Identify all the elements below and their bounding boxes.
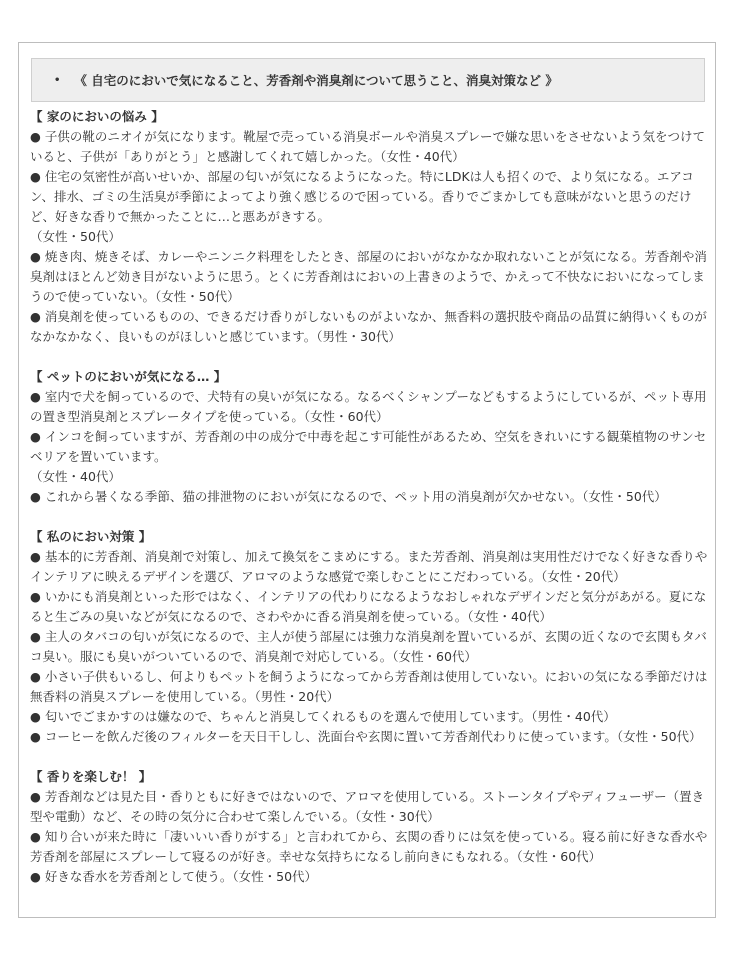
headline-bullet: • — [54, 74, 61, 86]
headline-text: 《 自宅のにおいで気になること、芳香剤や消臭剤について思うこと、消臭対策など 》 — [74, 73, 558, 88]
section-heading: 【 私のにおい対策 】 — [30, 529, 152, 544]
comment-item: ● インコを飼っていますが、芳香剤の中の成分で中毒を起こす可能性があるため、空気をきれいにする観葉植物のサンセベリアを置いています。 — [30, 429, 707, 464]
comment-item: ● 焼き肉、焼きそば、カレーやニンニク料理をしたとき、部屋のにおいがなかなか取れないことが気になる。芳香剤や消臭剤はほとんど効き目がないように思う。とくに芳香剤はにおいの上書きのようで、かえって不快なにおいになってしまうので使っていない。（女性・50代） — [30, 249, 707, 304]
section-spacer — [30, 347, 710, 367]
article-frame — [18, 42, 716, 918]
section-heading: 【 香りを楽しむ！ 】 — [30, 769, 152, 784]
comment-item: ● コーヒーを飲んだ後のフィルターを天日干しし、洗面台や玄関に置いて芳香剤代わりに使っています。（女性・50代） — [30, 729, 702, 744]
comment-item: ● 好きな香水を芳香剤として使う。（女性・50代） — [30, 869, 318, 884]
comment-item: （女性・40代） — [30, 469, 121, 484]
comment-item: ● 芳香剤などは見た目・香りともに好きではないので、アロマを使用している。ストーンタイプやディフューザー（置き型や電動）など、その時の気分に合わせて楽しんでいる。（女性・30代） — [30, 789, 705, 824]
section-heading: 【 家のにおいの悩み 】 — [30, 109, 164, 124]
comment-item: ● 室内で犬を飼っているので、犬特有の臭いが気になる。なるべくシャンプーなどもするようにしているが、ペット専用の置き型消臭剤とスプレータイプを使っている。（女性・60代） — [30, 389, 707, 424]
comment-item: ● 主人のタバコの匂いが気になるので、主人が使う部屋には強力な消臭剤を置いているが、玄関の近くなので玄関もタバコ臭い。服にも臭いがついているので、消臭剤で対応している。（女性・60代） — [30, 629, 707, 664]
article-content — [30, 107, 710, 887]
comment-item: ● 匂いでごまかすのは嫌なので、ちゃんと消臭してくれるものを選んで使用しています。（男性・40代） — [30, 709, 616, 724]
comment-item: ● 小さい子供もいるし、何よりもペットを飼うようになってから芳香剤は使用していない。においの気になる季節だけは無香料の消臭スプレーを使用している。（男性・20代） — [30, 669, 708, 704]
comment-item: ● 住宅の気密性が高いせいか、部屋の匂いが気になるようになった。特にLDKは人も招くので、より気になる。エアコン、排水、ゴミの生活臭が季節によってより強く感じるので困っている。香りでごまかしても意味がないと思うのだけど、好きな香りで無かったことに…と悪あがきする。 — [30, 169, 694, 224]
headline-box — [31, 58, 705, 102]
comment-item: ● いかにも消臭剤といった形ではなく、インテリアの代わりになるようなおしゃれなデザインだと気分があがる。夏になると生ごみの臭いなどが気になるので、さわやかに香る消臭剤を使っている。（女性・40代） — [30, 589, 707, 624]
comment-item: ● 基本的に芳香剤、消臭剤で対策し、加えて換気をこまめにする。また芳香剤、消臭剤は実用性だけでなく好きな香りやインテリアに映えるデザインを選び、アロマのような感覚で楽しむことにこだわっている。（女性・20代） — [30, 549, 708, 584]
comment-item: （女性・50代） — [30, 229, 121, 244]
comment-item: ● これから暑くなる季節、猫の排泄物のにおいが気になるので、ペット用の消臭剤が欠かせない。（女性・50代） — [30, 489, 667, 504]
section-spacer — [30, 747, 710, 767]
comment-item: ● 子供の靴のニオイが気になります。靴屋で売っている消臭ボールや消臭スプレーで嫌な思いをさせないよう気をつけていると、子供が「ありがとう」と感謝してくれて嬉しかった。（女性・40代） — [30, 129, 706, 164]
comment-item: ● 消臭剤を使っているものの、できるだけ香りがしないものがよいなか、無香料の選択肢や商品の品質に納得いくものがなかなかなく、良いものがほしいと感じています。（男性・30代） — [30, 309, 707, 344]
section-spacer — [30, 507, 710, 527]
comment-item: ● 知り合いが来た時に「凄いいい香りがする」と言われてから、玄関の香りには気を使っている。寝る前に好きな香水や芳香剤を部屋にスプレーして寝るのが好き。幸せな気持ちになるし前向きにもなれる。（女性・60代） — [30, 829, 708, 864]
section-heading: 【 ペットのにおいが気になる… 】 — [30, 369, 227, 384]
